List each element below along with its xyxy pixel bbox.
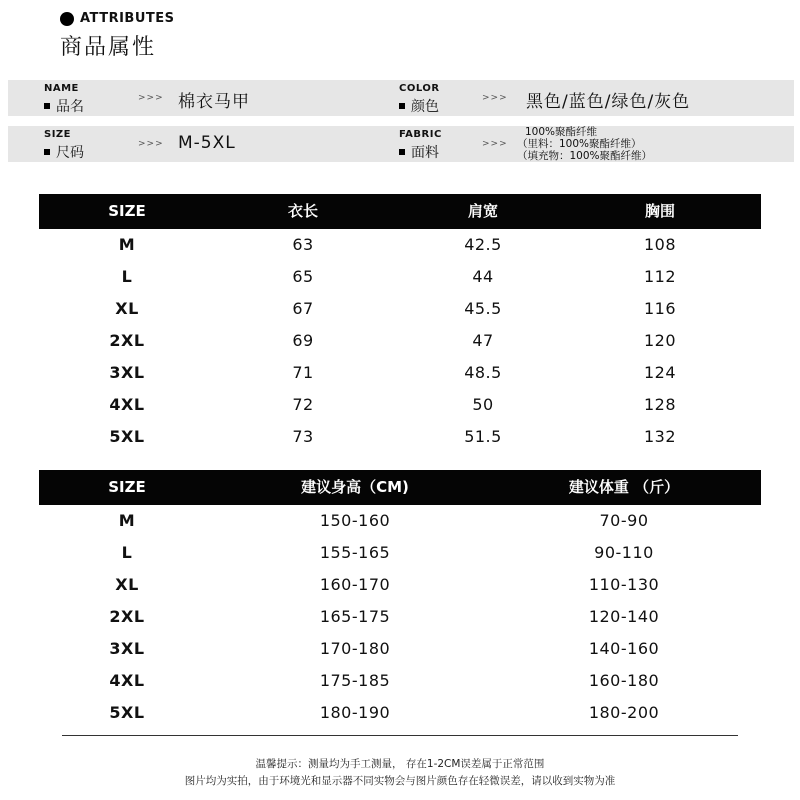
attr-fabric-value (517, 126, 652, 162)
column-header: 肩宽 (467, 202, 499, 220)
value-cell: 120 (643, 331, 677, 350)
fabric-line: （里料：100%聚酯纤维） (517, 138, 642, 150)
size-cell: M (118, 511, 136, 530)
header-title-cn: 商品属性 (60, 35, 157, 60)
table-row (39, 421, 761, 453)
column-header: SIZE (108, 202, 146, 220)
value-cell: 132 (643, 427, 677, 446)
value-cell: 73 (292, 427, 314, 446)
fabric-line: 100%聚酯纤维 (525, 126, 598, 138)
value-cell: 67 (292, 299, 314, 318)
attr-size-value: M-5XL (178, 133, 236, 153)
attr-arrow: >>> (482, 139, 508, 149)
value-cell: 70-90 (599, 511, 649, 530)
attr-name-label-en: NAME (44, 83, 79, 94)
bullet-square-icon (44, 103, 50, 109)
value-cell: 45.5 (464, 299, 502, 318)
attributes-header (60, 11, 175, 61)
attr-name-value: 棉衣马甲 (178, 92, 250, 112)
note-measurement: 温馨提示：测量均为手工测量， 存在1-2CM误差属于正常范围 (255, 758, 545, 770)
attr-fabric-label-en: FABRIC (399, 129, 442, 140)
value-cell: 69 (292, 331, 314, 350)
value-cell: 108 (643, 235, 677, 254)
column-header: 建议体重 （斤） (568, 478, 680, 496)
value-cell: 175-185 (319, 671, 391, 690)
size-cell: 2XL (109, 607, 145, 626)
column-header: SIZE (108, 478, 146, 496)
value-cell: 51.5 (464, 427, 502, 446)
bullet-dot-icon (60, 12, 74, 26)
attr-size-label-cn: 尺码 (56, 145, 84, 161)
value-cell: 170-180 (319, 639, 391, 658)
table-row (39, 505, 761, 537)
table-row (39, 601, 761, 633)
attribute-band-size-fabric (8, 126, 794, 162)
value-cell: 160-180 (588, 671, 660, 690)
size-cell: 2XL (109, 331, 145, 350)
table-row (39, 229, 761, 261)
table-header (39, 470, 761, 505)
value-cell: 65 (292, 267, 314, 286)
size-cell: L (121, 267, 133, 286)
table-row (39, 293, 761, 325)
value-cell: 124 (643, 363, 677, 382)
table-row (39, 357, 761, 389)
size-cell: XL (115, 575, 139, 594)
attr-arrow: >>> (482, 93, 508, 103)
table-row (39, 633, 761, 665)
value-cell: 110-130 (588, 575, 660, 594)
bullet-square-icon (399, 149, 405, 155)
table-row (39, 389, 761, 421)
value-cell: 50 (472, 395, 494, 414)
attribute-band-name-color (8, 80, 794, 116)
bullet-square-icon (399, 103, 405, 109)
size-cell: 5XL (109, 427, 145, 446)
value-cell: 116 (643, 299, 677, 318)
fabric-line: （填充物：100%聚酯纤维） (517, 150, 653, 162)
value-cell: 180-190 (319, 703, 391, 722)
value-cell: 160-170 (319, 575, 391, 594)
value-cell: 72 (292, 395, 314, 414)
size-measurement-table (39, 194, 761, 453)
attr-fabric-label-cn: 面料 (411, 145, 439, 161)
size-cell: M (118, 235, 136, 254)
attr-color-label-en: COLOR (399, 83, 440, 94)
value-cell: 150-160 (319, 511, 391, 530)
size-cell: 3XL (109, 363, 145, 382)
size-cell: 5XL (109, 703, 145, 722)
column-header: 胸围 (644, 202, 676, 220)
table-header (39, 194, 761, 229)
table-row (39, 537, 761, 569)
size-cell: 3XL (109, 639, 145, 658)
table-row (39, 261, 761, 293)
value-cell: 63 (292, 235, 314, 254)
value-cell: 90-110 (594, 543, 654, 562)
value-cell: 71 (292, 363, 314, 382)
attr-color-value: 黑色/蓝色/绿色/灰色 (526, 92, 691, 112)
value-cell: 165-175 (319, 607, 391, 626)
divider (62, 735, 738, 736)
attr-arrow: >>> (138, 139, 164, 149)
value-cell: 47 (472, 331, 494, 350)
value-cell: 112 (643, 267, 677, 286)
value-cell: 42.5 (464, 235, 502, 254)
table-row (39, 697, 761, 729)
size-cell: 4XL (109, 395, 145, 414)
attr-arrow: >>> (138, 93, 164, 103)
attr-size-label-en: SIZE (44, 129, 72, 140)
attr-name-label-cn: 品名 (56, 99, 84, 115)
note-color-difference: 图片均为实拍，由于环境光和显示器不同实物会与图片颜色存在轻微误差，请以收到实物为准 (184, 775, 616, 787)
column-header: 衣长 (287, 202, 319, 220)
value-cell: 128 (643, 395, 677, 414)
value-cell: 140-160 (588, 639, 660, 658)
table-row (39, 665, 761, 697)
value-cell: 48.5 (464, 363, 502, 382)
size-cell: L (121, 543, 133, 562)
table-row (39, 569, 761, 601)
size-recommendation-table (39, 470, 761, 729)
size-cell: XL (115, 299, 139, 318)
value-cell: 44 (472, 267, 494, 286)
header-title-en: ATTRIBUTES (80, 11, 175, 26)
value-cell: 120-140 (588, 607, 660, 626)
column-header: 建议身高（CM) (301, 478, 409, 496)
value-cell: 155-165 (319, 543, 391, 562)
table-row (39, 325, 761, 357)
size-cell: 4XL (109, 671, 145, 690)
bullet-square-icon (44, 149, 50, 155)
value-cell: 180-200 (588, 703, 660, 722)
attr-color-label-cn: 颜色 (411, 99, 439, 115)
